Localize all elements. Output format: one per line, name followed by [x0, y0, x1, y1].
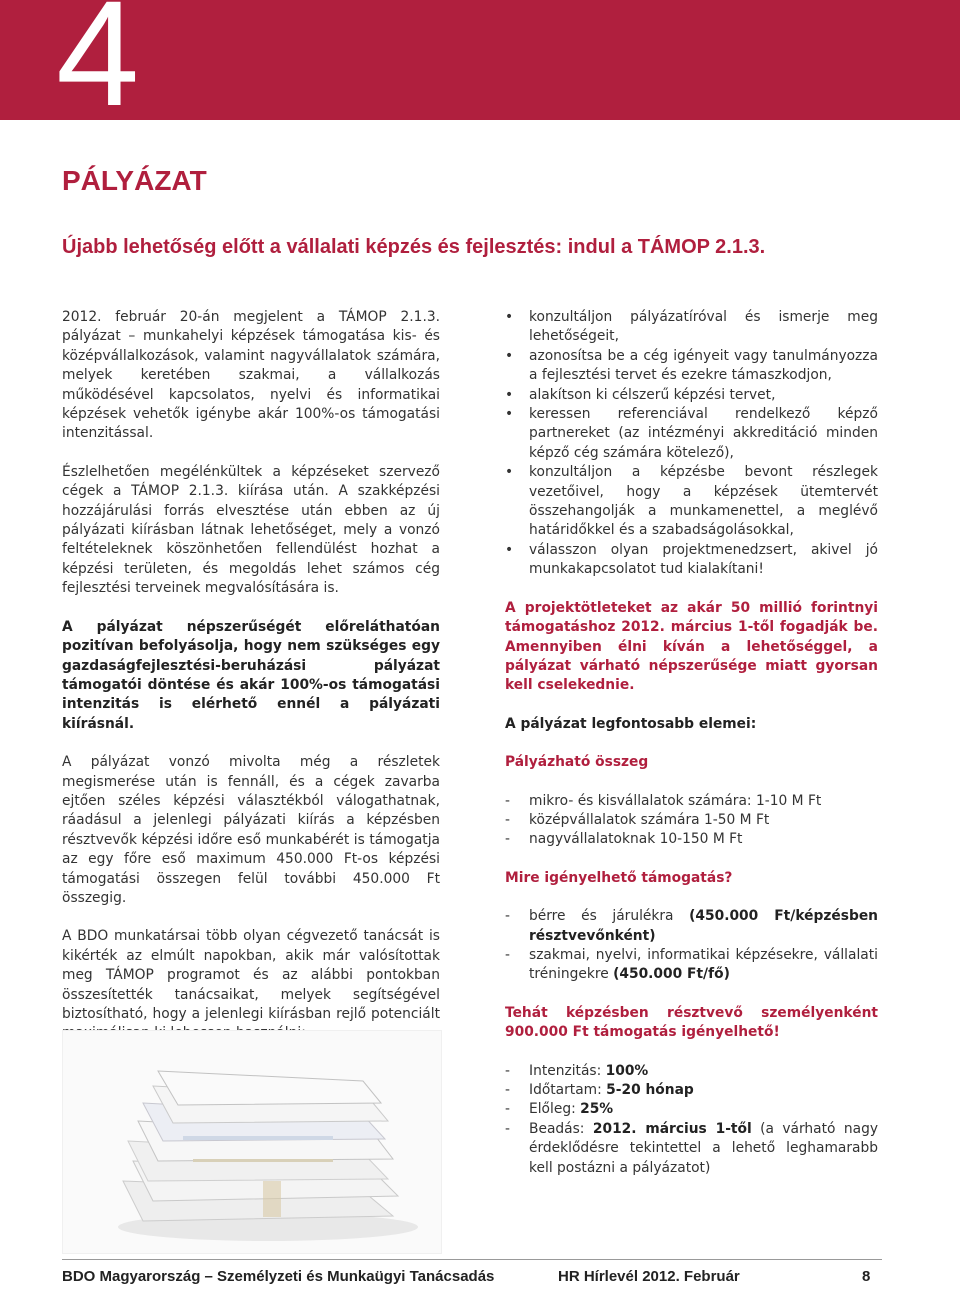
- list-item: - középvállalatok számára 1-50 M Ft: [505, 811, 878, 830]
- list-item: [505, 1062, 878, 1081]
- amount-list: [505, 792, 878, 850]
- list-item: • konzultáljon pályázatíróval és ismerje meg lehetőségeit,: [505, 308, 878, 347]
- paragraph-popularity: A pályázat népszerűségét előreláthatóan pozitívan befolyásolja, hogy nem szükséges egy gazdaságfejlesztési-beruházási pályázat támogatói döntése és akár 100%-os támogatási intenzitás is elérhető ennél a pályázati kiírásnál.: [62, 618, 440, 732]
- list-item: • azonosítsa be a cég igényeit vagy tanulmányozza a fejlesztési tervet és ezekre támaszkodjon,: [505, 347, 878, 386]
- list-item: • keressen referenciával rendelkező képző partnereket (az intézményi akkreditáció minden képző cég számára kötelező),: [505, 405, 878, 463]
- section-title: PÁLYÁZAT: [62, 165, 207, 196]
- support-wage-amount: (450.000 Ft/képzésben résztvevőnként): [529, 908, 879, 944]
- paragraph-intro: 2012. február 20-án megjelent a TÁMOP 2.1.3. pályázat – munkahelyi képzések támogatása kis- és középvállalkozások, valamint nagyvállalatok számára, melyek keretében szakmai, a vállalkozás működésével kapcsolatos, nyelvi és informatikai képzések vehetők igénybe akár 100%-os támogatási intenzitással.: [62, 309, 440, 442]
- duration-label: Időtartam:: [529, 1082, 607, 1098]
- advance-label: Előleg:: [529, 1101, 581, 1118]
- facts-list: [505, 1062, 878, 1178]
- list-item: - nagyvállalatoknak 10-150 M Ft: [505, 830, 878, 849]
- support-training-text: szakmai, nyelvi, informatikai képzésekre, vállalati tréningekre: [529, 946, 878, 983]
- paragraph-attractiveness: A pályázat vonzó mivolta még a részletek megismerése után is fennáll, és a cégek zavarba ejtően széles képzési választékból válogathatnak, ráadásul a jelenlegi pályázati kiírás a képzésben résztvevők képzési időre eső munkabérét is támogatja az egy főre eső maximum 450.000 Ft-os képzési támogatási összegen felül további 450.000 Ft összegig.: [62, 754, 440, 906]
- per-person-highlight: Tehát képzésben résztvevő személyenként 900.000 Ft támogatás igényelhető!: [505, 1004, 878, 1041]
- chapter-number: 4: [56, 0, 140, 137]
- paragraph-bdo-advice: A BDO munkatársai több olyan cégvezető tanácsát is kikérték az elmúlt napokban, akik már valósítottak meg TÁMOP programot és az alábbi pontokban összesítették tanácsaikat, melyek segítségével biztosítható, hogy a jelenlegi kiírásban rejlő potenciált: [62, 928, 440, 1022]
- footer-newsletter: HR Hírlevél 2012. Február: [558, 1268, 740, 1285]
- list-item: • konzultáljon a képzésbe bevont részlegek vezetőivel, hogy a képzések ütemtervét összehangolják a munkamenettel, a meglévő határidőkkel és a szabadságolásokkal,: [505, 463, 878, 541]
- footer-divider: [62, 1259, 882, 1260]
- paragraph-market: Észlelhetően megélénkültek a képzéseket szervező cégek a TÁMOP 2.1.3. kiírása után. A szakképzési hozzájárulási forrás elvesztése után ebben az új pályázati kiírásban látnak lehetőséget, mely a vonzó feltételeknek köszönhetően fellendülést hozhat a képzési területen, és megoldás lehet számos cég fejlesztési terveinek megvalósítására is.: [62, 463, 440, 597]
- advice-list: [505, 308, 878, 580]
- duration-value: 5-20 hónap: [606, 1082, 694, 1098]
- advance-value: 25%: [580, 1101, 614, 1118]
- paper-stack-photo: [62, 1030, 442, 1254]
- article-subtitle: Újabb lehetőség előtt a vállalati képzés és fejlesztés: indul a TÁMOP 2.1.3.: [62, 236, 766, 258]
- elements-heading: A pályázat legfontosabb elemei:: [505, 715, 757, 732]
- deadline-highlight: A projektötleteket az akár 50 millió forintnyi támogatáshoz 2012. március 1-től fogadják be. Amennyiben élni kíván a lehetőséggel, a pályázat várható népszerűsége miatt gyorsan kell cselekednie.: [505, 599, 878, 694]
- support-wage-text: bérre és járulékra: [529, 908, 690, 925]
- support-training-amount: (450.000 Ft/fő): [613, 966, 730, 983]
- list-item: • alakítson ki célszerű képzési tervet,: [505, 386, 878, 405]
- deadline-label: Beadás:: [529, 1120, 593, 1137]
- paper-stack-icon: [63, 1031, 441, 1253]
- list-item: [505, 1120, 878, 1178]
- page-number: 8: [862, 1268, 871, 1285]
- list-item: [505, 907, 878, 946]
- support-list: [505, 907, 878, 985]
- intensity-value: 100%: [605, 1062, 649, 1079]
- header-band: [0, 0, 960, 137]
- support-heading: Mire igényelhető támogatás?: [505, 869, 733, 886]
- intensity-label: Intenzitás:: [529, 1062, 606, 1079]
- deadline-note: (a várható nagy érdeklődésre tekintettel a lehető leghamarabb kell postázni a pályázatot): [529, 1120, 879, 1176]
- list-item: [505, 946, 878, 985]
- deadline-value: 2012. március 1-től: [592, 1120, 752, 1137]
- footer-organization: BDO Magyarország – Személyzeti és Munkaügyi Tanácsadás: [62, 1268, 495, 1285]
- right-column: [505, 308, 878, 1178]
- list-item: [505, 1100, 878, 1119]
- list-item: [505, 1081, 878, 1100]
- list-item: • válasszon olyan projektmenedzsert, akivel jó munkakapcsolatot tud kialakítani!: [505, 541, 878, 580]
- list-item: - mikro- és kisvállalatok számára: 1-10 M Ft: [505, 792, 878, 811]
- amount-heading: Pályázható összeg: [505, 754, 649, 771]
- left-column: [62, 308, 440, 1044]
